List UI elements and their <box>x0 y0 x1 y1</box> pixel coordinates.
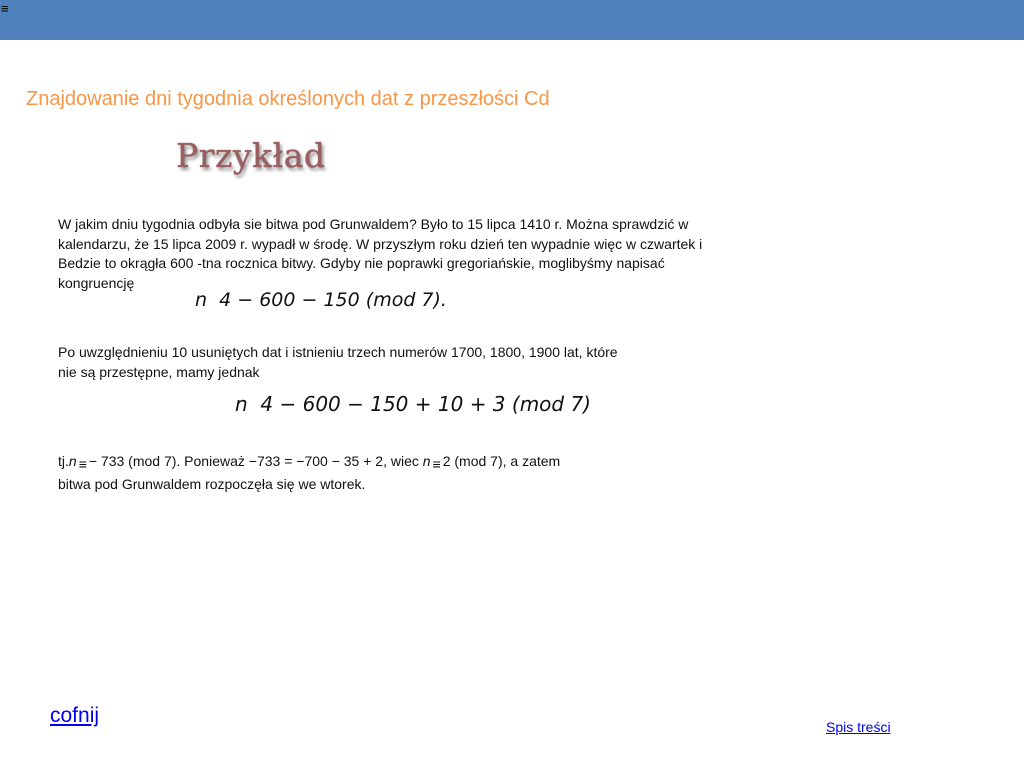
paragraph-conclusion <box>58 452 560 494</box>
paragraph-line: W jakim dniu tygodnia odbyła sie bitwa pod Grunwaldem? Było to 15 lipca 1410 r. Można sprawdzić w <box>58 216 689 232</box>
paragraph-line: kalendarzu, że 15 lipca 2009 r. wypadł w środę. W przyszłym roku dzień ten wypadnie więc w czwartek i <box>58 235 703 252</box>
variable-n: n <box>422 453 431 469</box>
prefix-text: tj. <box>58 453 69 469</box>
slide-title: Znajdowanie dni tygodnia określonych dat z przeszłości Cd <box>26 88 550 110</box>
paragraph-line: bitwa pod Grunwaldem rozpoczęła się we wtorek. <box>58 475 366 492</box>
paragraph-question <box>58 215 702 293</box>
congruence-symbol: ≡ <box>78 456 87 472</box>
hamburger-menu-icon[interactable]: ≡ <box>1 1 9 16</box>
paragraph-line: kongruencję <box>58 274 135 291</box>
middle-text: − 733 (mod 7). Ponieważ −733 = −700 − 35 + 2, wiec <box>88 453 423 469</box>
wordart-heading: Przykład <box>176 136 326 175</box>
paragraph-correction <box>58 343 618 382</box>
paragraph-line: Po uwzględnieniu 10 usuniętych dat i istnieniu trzech numerów 1700, 1800, 1900 lat, które <box>58 344 618 360</box>
congruence-symbol: ≡ <box>432 456 441 472</box>
variable-n: n <box>68 453 77 469</box>
paragraph-line <box>58 452 560 475</box>
paragraph-line: Bedzie to okrągła 600 -tna rocznica bitwy. Gdyby nie poprawki gregoriańskie, moglibyśmy napisać <box>58 255 665 271</box>
table-of-contents-link[interactable]: Spis treści <box>826 719 891 735</box>
top-bar <box>0 0 1024 40</box>
paragraph-line: nie są przestępne, mamy jednak <box>58 363 260 380</box>
formula-congruence-1: n 4 − 600 − 150 (mod 7). <box>195 289 447 311</box>
formula-congruence-2: n 4 − 600 − 150 + 10 + 3 (mod 7) <box>235 392 591 416</box>
suffix-text: 2 (mod 7), a zatem <box>442 453 561 469</box>
back-link[interactable]: cofnij <box>50 704 100 727</box>
